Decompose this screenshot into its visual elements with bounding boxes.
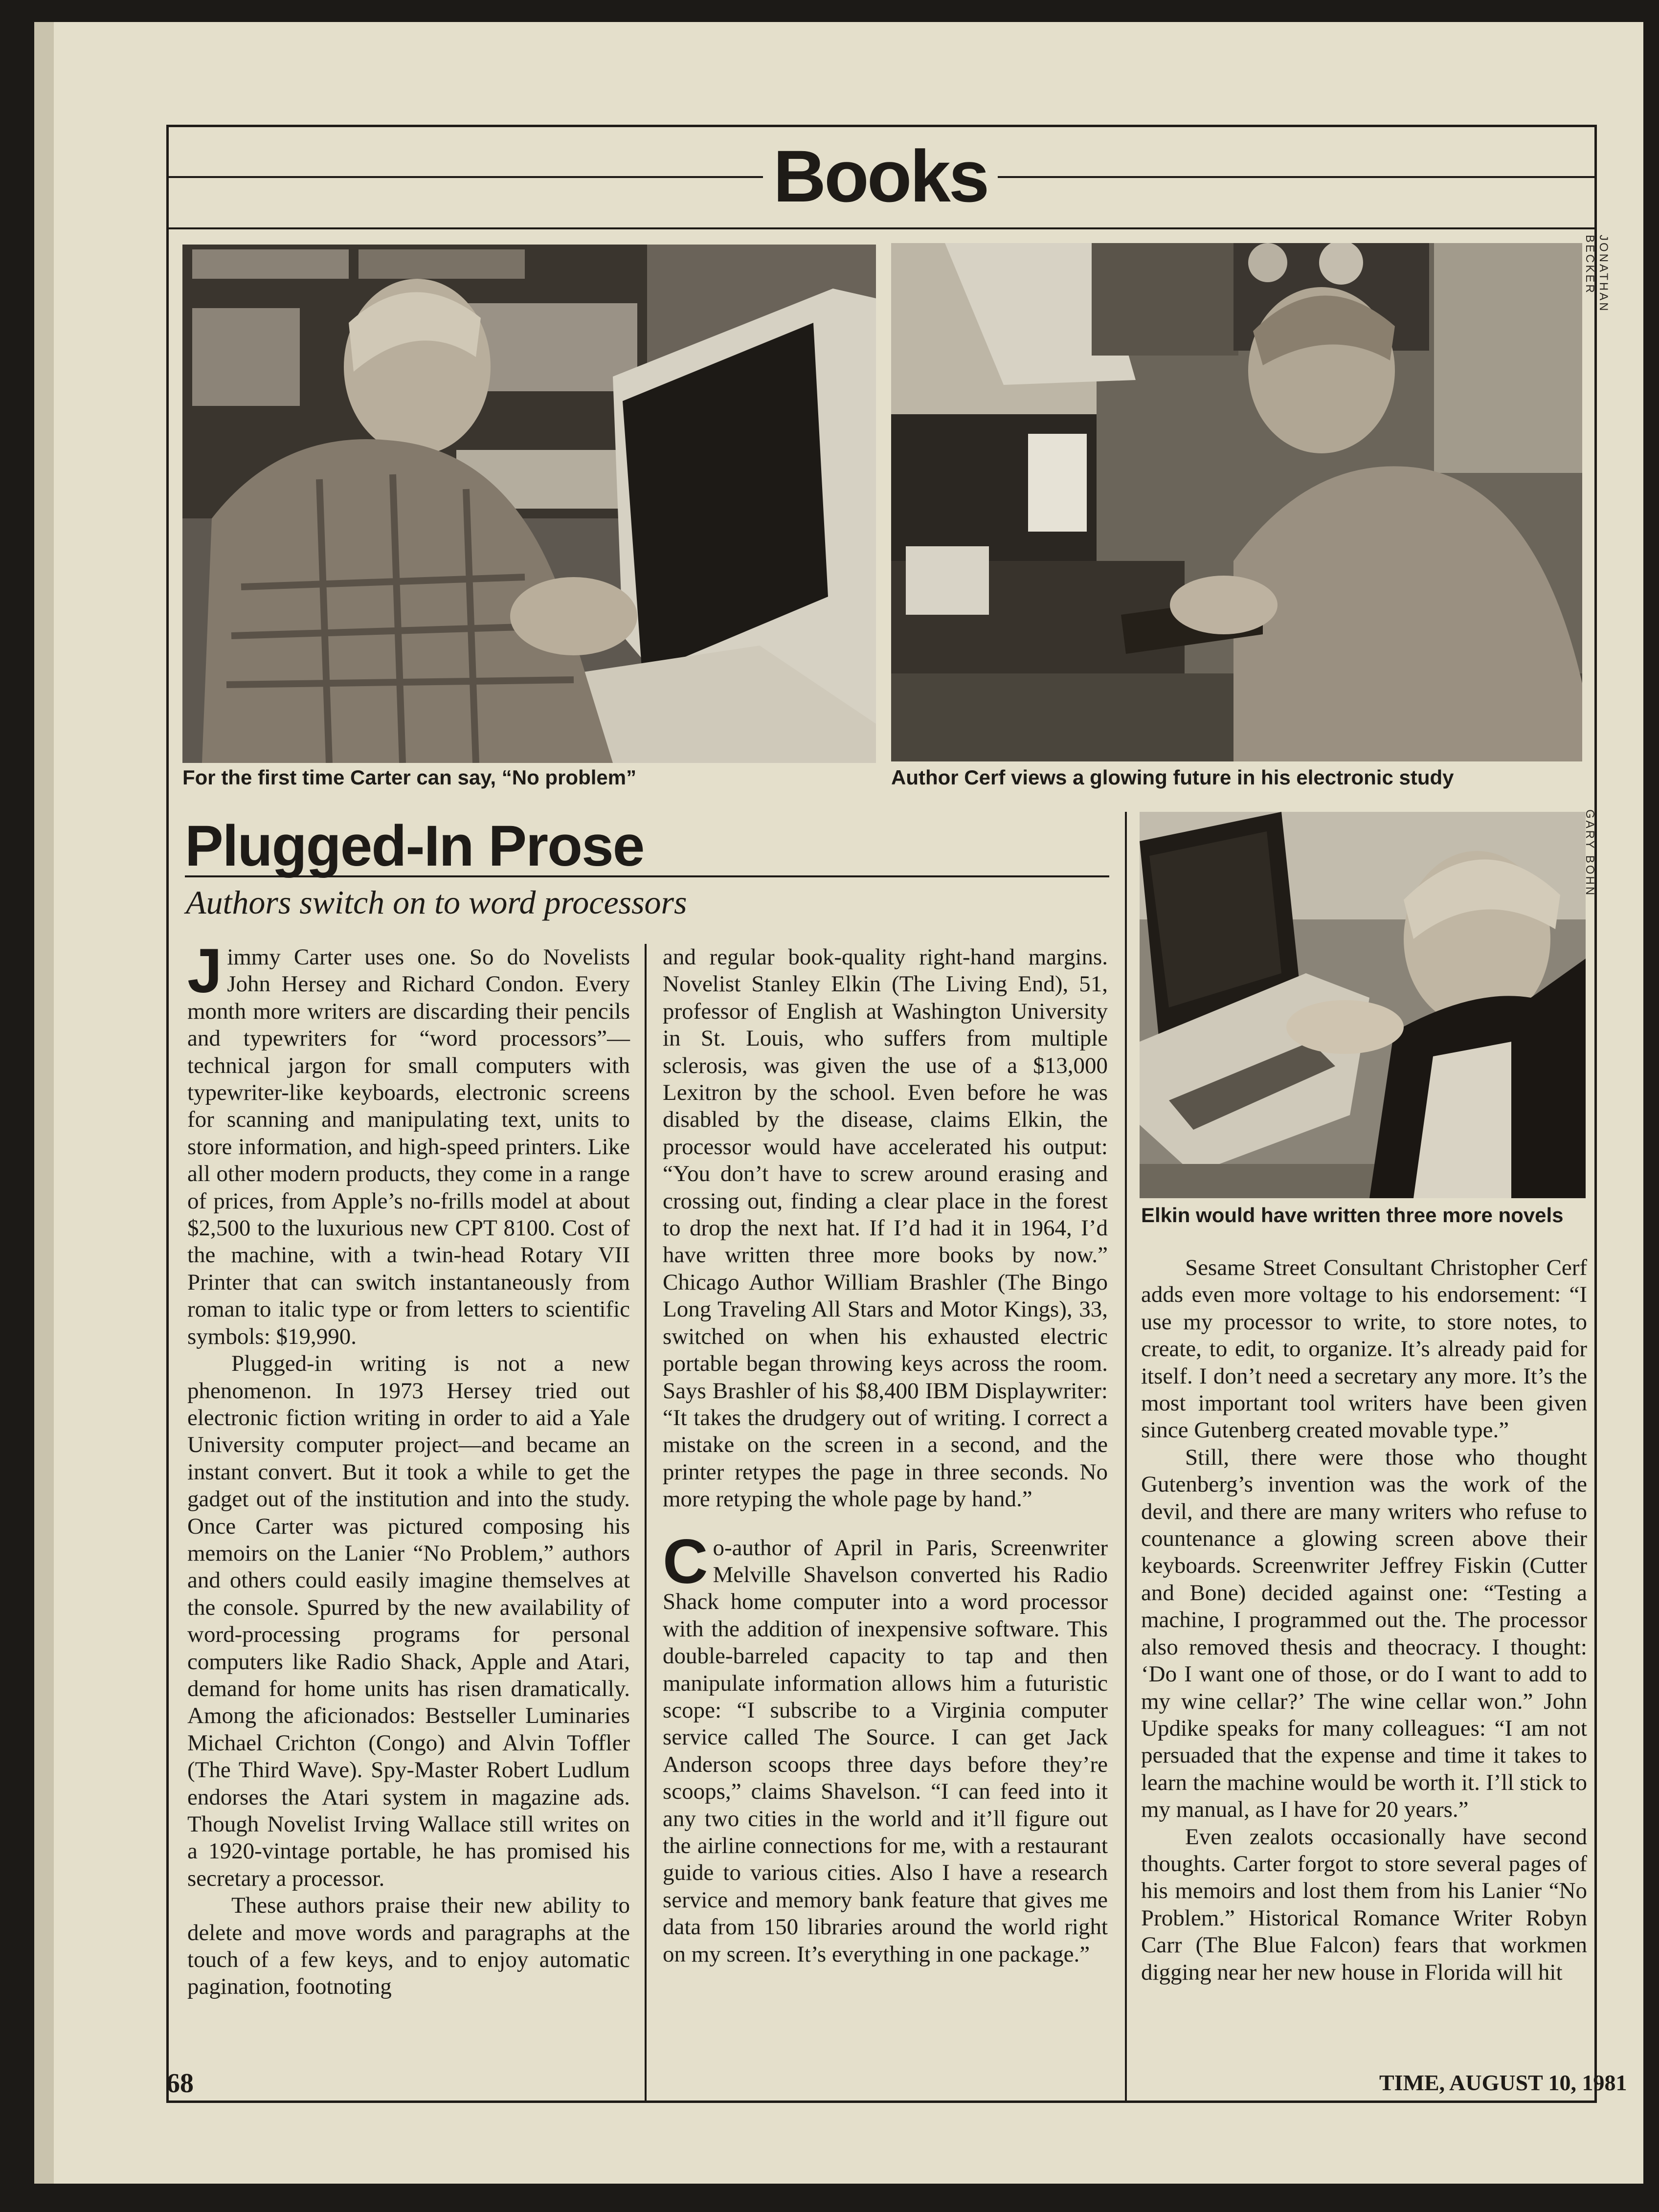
paragraph: These authors praise their new ability to delete and move words and paragraphs at the touch of a few keys, and to enjoy automatic pagination, footnoting — [187, 1893, 630, 2000]
photo-elkin — [1140, 812, 1586, 1198]
photo-cerf-caption: Author Cerf views a glowing future in his electronic study — [891, 766, 1454, 789]
photo-elkin-image — [1140, 812, 1586, 1198]
article-column-1 — [187, 936, 630, 2001]
column-rule-middle — [645, 944, 647, 2103]
paragraph — [187, 936, 630, 1350]
drop-cap: C — [663, 1526, 708, 1597]
issue-date: TIME, AUGUST 10, 1981 — [1379, 2070, 1627, 2095]
article-deck: Authors switch on to word processors — [186, 884, 687, 921]
photo-cerf-credit: JONATHAN BECKER — [1583, 235, 1610, 313]
header-bottom-rule — [166, 227, 1597, 229]
paragraph-gap — [663, 1513, 1108, 1535]
photo-carter-image — [182, 245, 876, 763]
photo-carter-caption: For the first time Carter can say, “No problem” — [182, 766, 637, 789]
page-number: 68 — [166, 2068, 194, 2099]
paragraph — [663, 1526, 1108, 1968]
article-column-3 — [1141, 1254, 1587, 1986]
paragraph: Even zealots occasionally have second thoughts. Carter forgot to store several pages of his memoirs and lost them from his Lanier “No Problem.” Historical Romance Writer Robyn Carr (The Blue Falcon) fears that workmen digging near her new house in Florida will hit — [1141, 1824, 1587, 1985]
drop-cap: J — [187, 936, 223, 1006]
paragraph: Plugged-in writing is not a new phenomenon. In 1973 Hersey tried out electronic fiction writing in order to aid a Yale University computer project—and became an instant convert. But it took a while to get the gadget out of the institution and into the study. Once Carter was pictured composing his memoirs on the Lanier “No Problem,” authors and others could easily imagine themselves at the console. Spurred by the new availability of word-processing programs for personal computers like Radio Shack, Apple and Atari, demand for home units has risen dramatically. Among the aficionados: Bestseller Luminaries Michael Crichton (Congo) and Alvin Toffler (The Third Wave). Spy-Master Robert Ludlum endorses the Atari system in magazine ads. Though Novelist Irving Wallace still writes on a 1920-vintage portable, he has promised his secretary a processor. — [187, 1351, 630, 1891]
paragraph-text: o-author of April in Paris, Screenwriter Melville Shavelson converted his Radio Shack home computer into a word processor with the addition of inexpensive software. This double-barreled capacity to tap and then manipulate information allows him a futuristic scope: “I subscribe to a Virginia computer service called The Source. I can get Jack Anderson scoops three days before they’re scoops,” claims Shavelson. “I can feed into it any two cities in the world and it’ll figure out the airline connections for me, with a restaurant guide to various cities. Also I have a research service and memory bank feature that gives me data from 150 libraries around the world right on my screen. It’s everything in one package.” — [663, 1535, 1108, 1967]
paragraph: Still, there were those who thought Gutenberg’s invention was the work of the devil, and there are many writers who refuse to countenance a glowing screen above their keyboards. Screenwriter Jeffrey Fiskin (Cutter and Bone) decided against one: “Testing a machine, I programmed out the. The processor also removed thesis and theocracy. I thought: ‘Do I want one of those, or do I want to add to my wine cellar?’ The wine cellar won.” John Updike speaks for many colleagues: “I am not persuaded that the expense and time it takes to learn the machine would be worth it. I’ll stick to my manual, as I have for 20 years.” — [1141, 1444, 1587, 1823]
section-title: Books — [763, 132, 998, 220]
column-rule-right — [1125, 812, 1127, 2103]
paragraph-text: immy Carter uses one. So do Novelists John Hersey and Richard Condon. Every month more writers are discarding their pencils and typewriters for “word processors”—technical jargon for small computers with typewriter-like keyboards, electronic screens for scanning and manipulating text, units to store information, and high-speed printers. Like all other modern products, they come in a range of prices, from Apple’s no-frills model at about $2,500 to the luxurious new CPT 8100. Cost of the machine, with a twin-head Rotary VII Printer that can switch instantaneously from roman to italic type or from letters to scientific symbols: $19,990. — [187, 944, 630, 1349]
paragraph: and regular book-quality right-hand margins. Novelist Stanley Elkin (The Living End), 51, professor of English at Washington University in St. Louis, who suffers from multiple sclerosis, was given the use of a $13,000 Lexitron by the school. Even before he was disabled by the disease, claims Elkin, the processor would have accelerated his output: “You don’t have to screw around erasing and crossing out, finding a clear place in the forest to drop the next hat. If I’d had it in 1964, I’d have written three more books by now.” Chicago Author William Brashler (The Bingo Long Traveling All Stars and Motor Kings), 33, switched on when his exhausted electric portable began throwing keys across the room. Says Brashler of his $8,400 IBM Displaywriter: “It takes the drudgery out of writing. I correct a mistake on the screen in a second, and the printer retypes the page in three seconds. No more retyping the whole page by hand.” — [663, 944, 1108, 1512]
photo-elkin-credit: GARY BOHN — [1583, 809, 1596, 897]
article-column-2 — [663, 944, 1108, 1968]
photo-elkin-caption: Elkin would have written three more novels — [1141, 1204, 1564, 1227]
paragraph: Sesame Street Consultant Christopher Cerf adds even more voltage to his endorsement: “I use my processor to write, to store notes, to create, to edit, to organize. It’s already paid for itself. I don’t need a secretary any more. It’s the most important tool writers have been given since Gutenberg created movable type.” — [1141, 1255, 1587, 1443]
photo-carter — [182, 245, 876, 763]
photo-cerf-image — [891, 243, 1582, 761]
article-headline: Plugged-In Prose — [185, 814, 644, 878]
photo-cerf — [891, 243, 1582, 761]
page-gutter-shadow — [34, 22, 54, 2184]
